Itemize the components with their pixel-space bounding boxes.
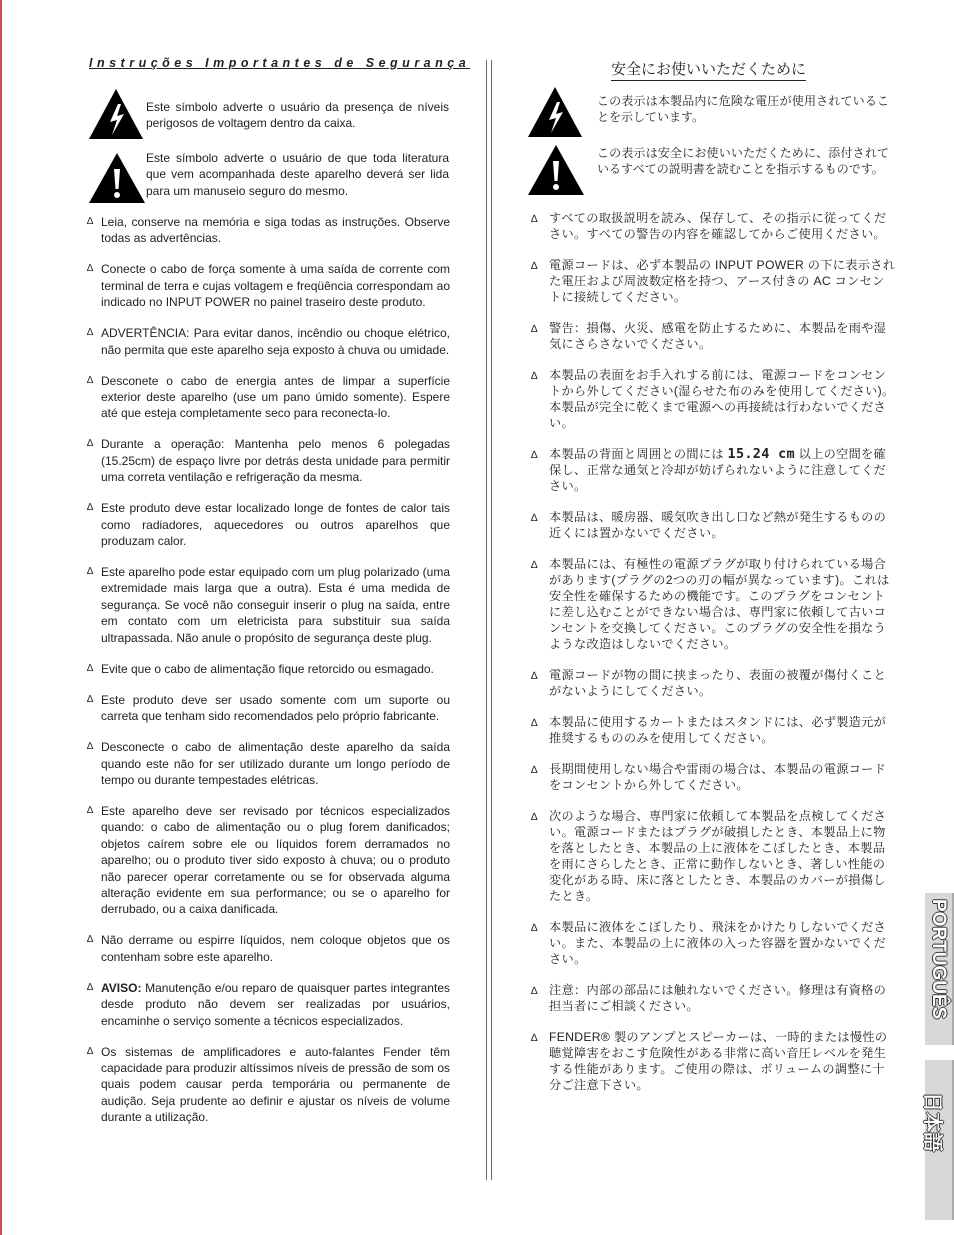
list-item: ∆ 本製品の表面をお手入れする前には、電源コードをコンセントから外してください(湿らせた布のみを使用してください)。本製品が完全に乾くまで電源への再接続は行わないでください。 bbox=[531, 368, 895, 430]
ja-symbol2-text: この表示は安全にお使いいただくために、添付されているすべての説明書を読むことを指示するものです。 bbox=[597, 146, 889, 176]
list-item: ∆ Leia, conserve na memória e siga todas as instruções. Observe todas as advertências. bbox=[87, 215, 450, 246]
tab-portuguese[interactable] bbox=[925, 893, 954, 1045]
lightning-warning-icon bbox=[527, 86, 583, 138]
delta-bullet-icon: ∆ bbox=[531, 323, 538, 336]
list-item: ∆ 本製品には、有極性の電源プラグが取り付けられている場合があります(プラグの2つの刃の幅が異なっています)。これは安全性を確保するための機能です。このプラグをコンセントに差し込むことができない場合は、専門家に依頼して古いコンセントを交換してください。このプラグの安全性を損なうような改造はしないでください。 bbox=[531, 557, 890, 651]
list-item: ∆ 長期間使用しない場合や雷雨の場合は、本製品の電源コードをコンセントから外してください。 bbox=[531, 762, 887, 793]
list-item: ∆ Este produto deve ser usado somente com um suporte ou carreta que tenham sido recomendados pelo próprio fabricante. bbox=[87, 692, 450, 724]
exclamation-warning-icon bbox=[88, 152, 146, 204]
list-item: ∆ Não derrame ou espirre líquidos, nem coloque objetos que os contenham sobre este aparelho. bbox=[87, 933, 450, 964]
delta-bullet-icon: ∆ bbox=[87, 662, 94, 674]
list-item: ∆ 警告：損傷、火災、感電を防止するために、本製品を雨や湿気にさらさないでください。 bbox=[531, 321, 887, 352]
pt-instruction-list bbox=[87, 214, 450, 1140]
ja-instruction-list bbox=[531, 211, 897, 1109]
delta-bullet-icon: ∆ bbox=[87, 934, 94, 946]
delta-bullet-icon: ∆ bbox=[531, 449, 538, 462]
delta-bullet-icon: ∆ bbox=[87, 693, 94, 705]
list-item: ∆ Os sistemas de amplificadores e auto-falantes Fender têm capacidade para produzir altíssimos níveis de pressão de som os quais podem causar perda temporária ou permanente de audição. Seja prudente ao definir e ajustar os níveis de volume durante a utilização. bbox=[87, 1044, 450, 1125]
list-item: ∆ 本製品は、暖房器、暖気吹き出し口など熱が発生するものの近くには置かないでください。 bbox=[531, 510, 887, 541]
list-item: ∆ Conecte o cabo de força somente à uma saída de corrente com terminal de terra e cujas voltagem e freqüência correspondam ao indicado no INPUT POWER no painel traseiro deste produto. bbox=[87, 262, 450, 310]
delta-bullet-icon: ∆ bbox=[531, 260, 538, 273]
list-item: ∆ FENDER® 製のアンプとスピーカーは、一時的または慢性の聴覚障害をおこす危険性がある非常に高い音圧レベルを発生する性能があります。ご使用の際は、ボリュームの調整に十分ご注意下さい。 bbox=[531, 1030, 888, 1092]
column-divider bbox=[486, 60, 492, 1180]
list-item: ∆ ADVERTÊNCIA: Para evitar danos, incêndio ou choque elétrico, não permita que este aparelho seja exposto à chuva ou umidade. bbox=[87, 326, 450, 357]
ja-symbol1-text: この表示は本製品内に危険な電圧が使用されていることを示しています。 bbox=[597, 94, 889, 124]
delta-bullet-icon: ∆ bbox=[531, 985, 538, 998]
list-item: ∆ Este produto deve estar localizado longe de fontes de calor tais como radiadores, aquecedores ou outros aparelhos que produzam calor. bbox=[87, 501, 450, 549]
delta-bullet-icon: ∆ bbox=[531, 512, 538, 525]
delta-bullet-icon: ∆ bbox=[87, 263, 94, 275]
list-item: ∆ 電源コードは、必ず本製品の INPUT POWER の下に表示された電圧および周波数定格を持つ、アース付きの AC コンセントに接続してください。 bbox=[531, 258, 896, 304]
delta-bullet-icon: ∆ bbox=[531, 717, 538, 730]
delta-bullet-icon: ∆ bbox=[87, 981, 94, 993]
delta-bullet-icon: ∆ bbox=[87, 804, 94, 816]
list-item: ∆ Durante a operação: Mantenha pelo menos 6 polegadas (15.25cm) de espaço livre por detrás desta unidade para permitir uma correta ventilação e refrigeração da mesma. bbox=[87, 437, 450, 485]
delta-bullet-icon: ∆ bbox=[531, 670, 538, 683]
list-item: ∆ 次のような場合、専門家に依頼して本製品を点検してください。電源コードまたはプラグが破損したとき、本製品上に物を落としたとき、本製品の上に液体をこぼしたとき、本製品を雨にさらしたとき、正常に動作しないとき、著しい性能の変化がある時、床に落としたとき、本製品のカバーが損傷したとき。 bbox=[531, 809, 887, 903]
list-item: ∆ Este aparelho deve ser revisado por técnicos especializados quando: o cabo de alimentação ou o plug forem danificados; objetos caírem sobre ele ou líquidos forem derramados no aparelho; ou o produto tiver sido exposto à chuva; ou o produto não parecer operar corretamente ou se for observada alguma alteração evidente em sua performance; ou se o aparelho for derrubado, ou a caixa danificada. bbox=[87, 803, 450, 917]
delta-bullet-icon: ∆ bbox=[87, 1045, 94, 1057]
delta-bullet-icon: ∆ bbox=[87, 502, 94, 514]
tab-japanese[interactable] bbox=[921, 1060, 954, 1220]
delta-bullet-icon: ∆ bbox=[87, 216, 94, 227]
delta-bullet-icon: ∆ bbox=[531, 559, 538, 572]
list-item: ∆ Desconecte o cabo de alimentação deste aparelho da saída quando este não for ser utilizado durante um longo período de tempo ou durante tempestades elétricas. bbox=[87, 740, 450, 787]
list-item: ∆ 本製品に液体をこぼしたり、飛沫をかけたりしないでください。また、本製品の上に液体の入った容器を置かないでください。 bbox=[531, 920, 887, 966]
pt-section-title: Instruções Importantes de Segurança bbox=[89, 56, 471, 70]
list-item: ∆ 本製品の背面と周囲との間には 15.24 cm 以上の空間を確保し、正常な通気と冷却が妨げられないように注意してください。 bbox=[531, 446, 887, 493]
delta-bullet-icon: ∆ bbox=[531, 213, 538, 225]
pt-symbol1-text: Este símbolo adverte o usuário da presença de níveis perigosos de voltagem dentro da caixa. bbox=[146, 100, 449, 131]
tab-portuguese-label: PORTUGUÊS bbox=[928, 899, 949, 1020]
delta-bullet-icon: ∆ bbox=[531, 370, 538, 383]
delta-bullet-icon: ∆ bbox=[531, 922, 538, 935]
list-item: ∆ 注意：内部の部品には触れないでください。修理は有資格の担当者にご相談ください。 bbox=[531, 983, 887, 1013]
clearance-value: 15.24 cm bbox=[727, 446, 795, 463]
ja-section-title: 安全にお使いいただくために bbox=[611, 58, 806, 81]
delta-bullet-icon: ∆ bbox=[87, 741, 94, 753]
list-item: ∆ Evite que o cabo de alimentação fique retorcido ou esmagado. bbox=[87, 661, 434, 676]
delta-bullet-icon: ∆ bbox=[531, 811, 538, 824]
list-item: ∆ Desconete o cabo de energia antes de limpar a superfície exterior deste aparelho (use um pano úmido somente). Espere até que esteja completamente seco para reconecta-lo. bbox=[87, 373, 450, 421]
list-item: ∆ すべての取扱説明を読み、保存して、その指示に従ってください。すべての警告の内容を確認してからご使用ください。 bbox=[531, 211, 887, 241]
delta-bullet-icon: ∆ bbox=[87, 327, 94, 339]
list-item: ∆ 本製品に使用するカートまたはスタンドには、必ず製造元が推奨するもののみを使用してください。 bbox=[531, 715, 887, 746]
list-item: ∆ Este aparelho pode estar equipado com um plug polarizado (uma extremidade mais larga que a outra). Esta é uma medida de segurança. Se você não conseguir inserir o plug na saída, entre em contato com um eletricista para substituir sua saída ultrapassada. Não anule o propósito de segurança deste plug. bbox=[87, 565, 450, 645]
pt-symbol2-text: Este símbolo adverte o usuário de que toda literatura que vem acompanhada deste aparelho deverá ser lida para um manuseio seguro do mesmo. bbox=[146, 151, 449, 198]
list-item: ∆ AVISO: Manutenção e/ou reparo de quaisquer partes integrantes desde produto não devem ser realizadas por usuários, encaminhe o serviço somente a técnicos especializados. bbox=[87, 980, 450, 1028]
aviso-label: AVISO: bbox=[101, 980, 142, 995]
delta-bullet-icon: ∆ bbox=[87, 566, 94, 578]
exclamation-warning-icon bbox=[527, 144, 585, 196]
list-item: ∆ 電源コードが物の間に挟まったり、表面の被覆が傷付くことがないようにしてください。 bbox=[531, 668, 887, 698]
delta-bullet-icon: ∆ bbox=[531, 764, 538, 777]
lightning-warning-icon bbox=[88, 88, 144, 140]
delta-bullet-icon: ∆ bbox=[87, 438, 94, 450]
page-edge bbox=[0, 0, 2, 1235]
tab-japanese-label: 日本語 bbox=[921, 1092, 943, 1152]
delta-bullet-icon: ∆ bbox=[87, 374, 94, 386]
delta-bullet-icon: ∆ bbox=[531, 1032, 538, 1045]
